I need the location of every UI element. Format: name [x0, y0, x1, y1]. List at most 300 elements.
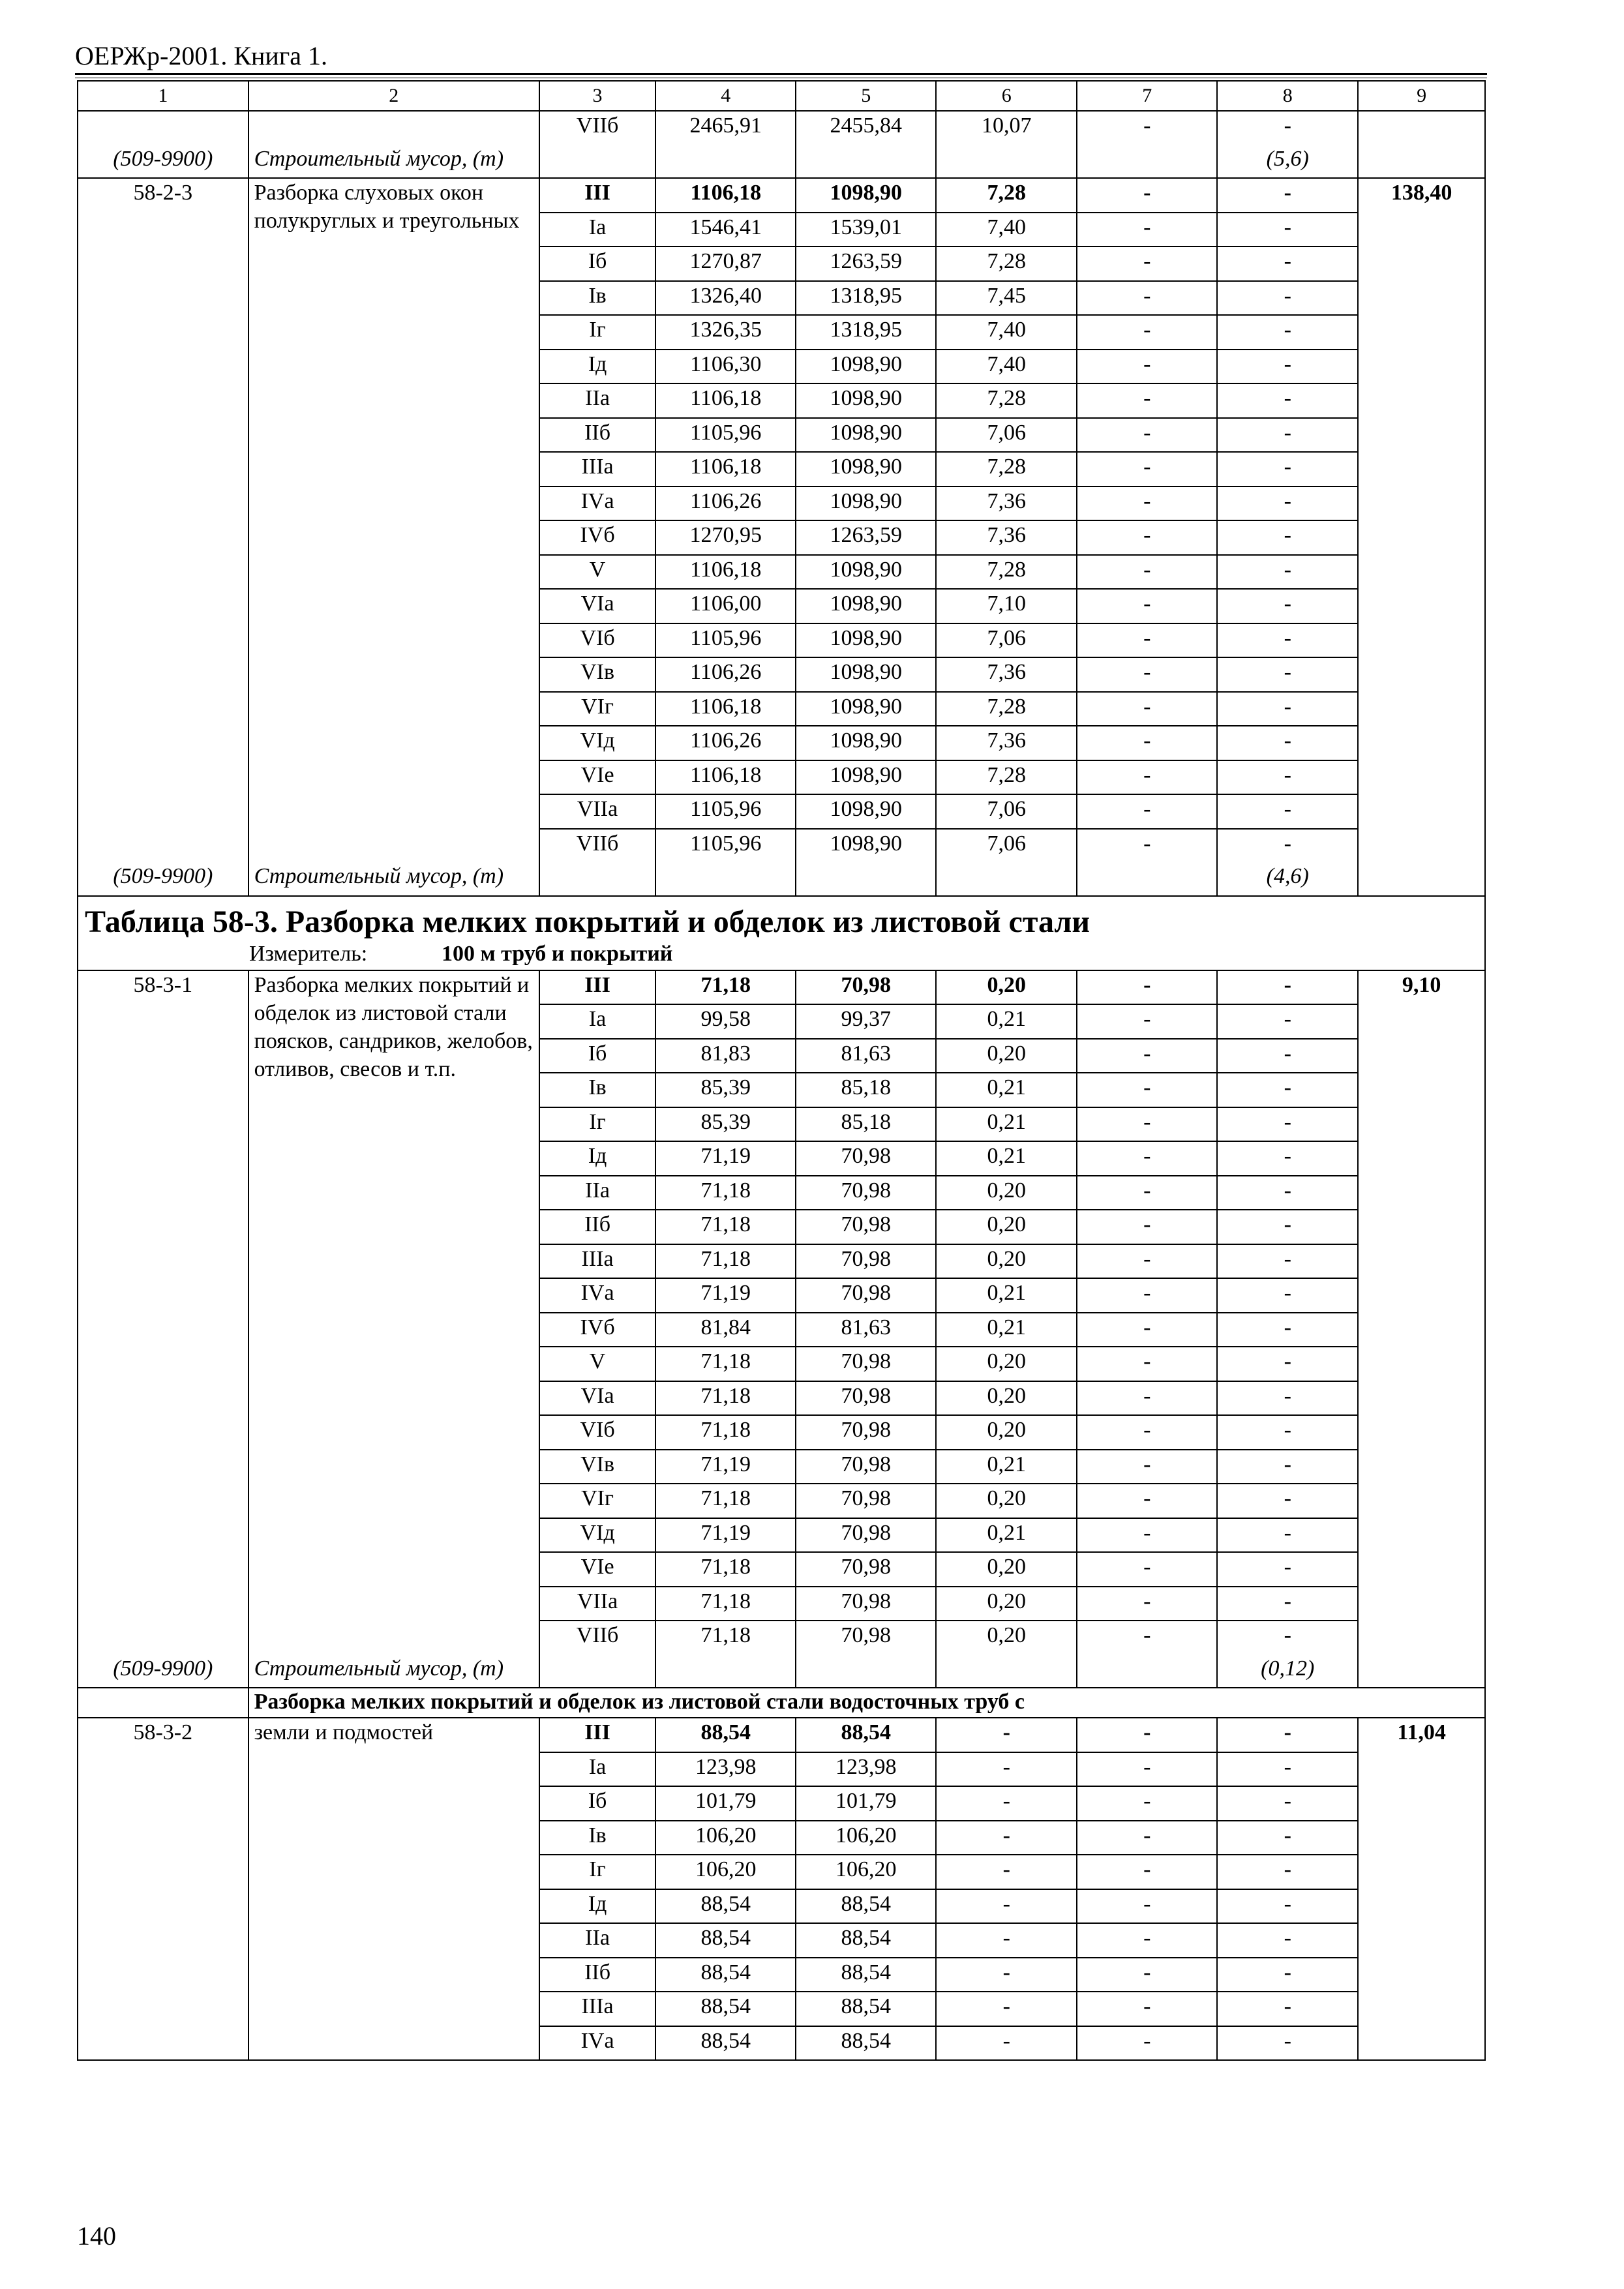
rate-cell: 1105,96	[655, 829, 796, 863]
rate-cell: -	[1077, 281, 1217, 316]
rate-cell: -	[1077, 1855, 1217, 1889]
rate-cell: -	[1077, 1415, 1217, 1450]
item-code: 58-2-3	[78, 178, 248, 862]
rate-cell: -	[1217, 1415, 1358, 1450]
rate-cell: 0,20	[936, 1484, 1077, 1518]
rate-cell: 70,98	[796, 1450, 936, 1484]
empty-cell	[1358, 1654, 1485, 1688]
subheading: Разборка мелких покрытий и обделок из листовой стали водосточных труб с	[248, 1688, 1485, 1718]
rate-cell: -	[1217, 760, 1358, 795]
rate-cell: 70,98	[796, 1210, 936, 1244]
subheading-row	[78, 1688, 1485, 1718]
rate-cell: 88,54	[796, 1718, 936, 1752]
rate-cell: VIд	[539, 1518, 655, 1553]
rate-cell: -	[1217, 1621, 1358, 1654]
rate-cell: -	[936, 2026, 1077, 2061]
rate-cell: -	[1077, 1347, 1217, 1381]
table-title: Таблица 58-3. Разборка мелких покрытий и обделок из листовой стали	[85, 904, 1090, 939]
rate-cell: V	[539, 1347, 655, 1381]
rate-cell: 1263,59	[796, 520, 936, 555]
rate-cell: Iб	[539, 1039, 655, 1073]
rate-cell: 101,79	[796, 1786, 936, 1821]
rate-cell: 10,07	[936, 111, 1077, 145]
rate-cell: -	[1217, 829, 1358, 863]
rate-cell: -	[1077, 970, 1217, 1005]
rate-cell: -	[1217, 350, 1358, 384]
rate-cell: 70,98	[796, 1176, 936, 1210]
rate-cell: -	[1217, 726, 1358, 760]
rate-cell: -	[1077, 623, 1217, 658]
rate-cell: 70,98	[796, 1415, 936, 1450]
rate-cell: 0,20	[936, 1415, 1077, 1450]
rate-cell: -	[1077, 383, 1217, 418]
rate-cell: 7,36	[936, 657, 1077, 692]
rate-cell: 71,18	[655, 1621, 796, 1654]
rate-cell: -	[1217, 1278, 1358, 1313]
rate-cell: 71,18	[655, 1587, 796, 1621]
rate-cell: 70,98	[796, 1141, 936, 1176]
rate-cell: 7,45	[936, 281, 1077, 316]
rate-cell: 1270,87	[655, 247, 796, 281]
rate-cell: 1106,18	[655, 383, 796, 418]
empty-cell	[655, 862, 796, 896]
rate-cell: 1098,90	[796, 452, 936, 486]
rate-cell: 123,98	[655, 1752, 796, 1787]
rate-cell: 70,98	[796, 1587, 936, 1621]
rate-cell: -	[1077, 2026, 1217, 2061]
table-title-cell	[78, 896, 1485, 970]
rate-cell: IVб	[539, 1313, 655, 1347]
rate-cell: 1098,90	[796, 794, 936, 829]
empty-cell	[1358, 145, 1485, 179]
rate-cell: -	[1077, 657, 1217, 692]
rate-cell: -	[1217, 692, 1358, 726]
rate-cell: -	[1217, 1855, 1358, 1889]
rate-cell: 85,18	[796, 1107, 936, 1142]
rate-cell: 1106,30	[655, 350, 796, 384]
rate-cell: 88,54	[655, 1923, 796, 1958]
rate-cell: 0,20	[936, 1176, 1077, 1210]
empty-cell	[655, 145, 796, 179]
rate-cell: 0,21	[936, 1278, 1077, 1313]
rate-cell: -	[1217, 178, 1358, 213]
rate-cell: 88,54	[655, 1718, 796, 1752]
rate-cell: 7,28	[936, 760, 1077, 795]
rate-cell: 88,54	[655, 1889, 796, 1924]
rate-cell: IIIа	[539, 452, 655, 486]
rate-cell: IIб	[539, 1958, 655, 1992]
column-number: 7	[1077, 81, 1217, 111]
item-total: 138,40	[1358, 178, 1485, 862]
rate-cell: 99,37	[796, 1004, 936, 1039]
rate-cell: IIб	[539, 1210, 655, 1244]
rate-cell: -	[936, 1958, 1077, 1992]
rate-cell: 106,20	[796, 1821, 936, 1855]
rate-cell: VIе	[539, 1552, 655, 1587]
rate-cell: III	[539, 178, 655, 213]
rate-cell: -	[1077, 1484, 1217, 1518]
debris-name: Строительный мусор, (т)	[248, 1654, 539, 1688]
rate-cell: Iа	[539, 213, 655, 247]
rate-cell: 88,54	[655, 2026, 796, 2061]
measure-line	[85, 941, 1478, 967]
rate-cell: III	[539, 1718, 655, 1752]
rate-cell: 70,98	[796, 1347, 936, 1381]
rate-cell: -	[1217, 247, 1358, 281]
rate-cell: 1326,40	[655, 281, 796, 316]
rate-cell: -	[1217, 1992, 1358, 2026]
rate-cell: 7,06	[936, 794, 1077, 829]
rate-cell: -	[1077, 1889, 1217, 1924]
empty-cell	[78, 111, 248, 145]
rate-cell: -	[1217, 1752, 1358, 1787]
rate-cell: 7,36	[936, 726, 1077, 760]
rate-cell: 1318,95	[796, 281, 936, 316]
rate-cell: IIа	[539, 1176, 655, 1210]
rate-cell: -	[1077, 1518, 1217, 1553]
rate-cell: -	[1217, 555, 1358, 590]
rate-cell: -	[1077, 1107, 1217, 1142]
empty-cell	[539, 1654, 655, 1688]
rate-cell: 7,40	[936, 350, 1077, 384]
rate-cell: 1098,90	[796, 657, 936, 692]
rate-cell: 71,19	[655, 1278, 796, 1313]
rate-cell: -	[1217, 520, 1358, 555]
rate-cell: -	[1077, 1587, 1217, 1621]
rate-cell: 1106,18	[655, 692, 796, 726]
rate-cell: -	[1077, 1450, 1217, 1484]
rate-cell: -	[1077, 726, 1217, 760]
rate-cell: -	[1217, 486, 1358, 521]
rate-cell: 70,98	[796, 1518, 936, 1553]
rate-cell: -	[1077, 1718, 1217, 1752]
rate-cell: 0,20	[936, 1039, 1077, 1073]
rate-cell: 106,20	[796, 1855, 936, 1889]
table-row	[78, 970, 1485, 1005]
rate-cell: -	[1217, 1484, 1358, 1518]
rate-cell: -	[1217, 111, 1358, 145]
rate-cell: 85,39	[655, 1107, 796, 1142]
rate-cell: III	[539, 970, 655, 1005]
empty-cell	[796, 145, 936, 179]
rate-cell: 71,18	[655, 1244, 796, 1279]
column-number: 1	[78, 81, 248, 111]
rate-cell: 71,19	[655, 1450, 796, 1484]
rate-cell: -	[1217, 589, 1358, 623]
rate-cell: -	[1077, 1073, 1217, 1107]
rate-cell: 1098,90	[796, 486, 936, 521]
measure-value: 100 м труб и покрытий	[442, 941, 673, 966]
empty-cell	[936, 145, 1077, 179]
rate-cell: -	[1217, 1552, 1358, 1587]
rate-cell: 88,54	[796, 1923, 936, 1958]
rate-cell: 0,21	[936, 1107, 1077, 1142]
rate-cell: 0,20	[936, 970, 1077, 1005]
rate-cell: VIб	[539, 1415, 655, 1450]
rate-cell: -	[1077, 1552, 1217, 1587]
rate-cell: 123,98	[796, 1752, 936, 1787]
rate-cell: 7,28	[936, 452, 1077, 486]
page-number: 140	[77, 2221, 116, 2251]
rate-cell: 1318,95	[796, 315, 936, 350]
rate-cell: IIIа	[539, 1244, 655, 1279]
rate-cell: 1546,41	[655, 213, 796, 247]
rate-cell: 1098,90	[796, 726, 936, 760]
rate-cell: -	[1217, 1587, 1358, 1621]
rate-cell: 1098,90	[796, 692, 936, 726]
rate-cell: -	[1077, 692, 1217, 726]
rate-cell: 70,98	[796, 1244, 936, 1279]
debris-name: Строительный мусор, (т)	[248, 145, 539, 179]
rate-cell: VIIб	[539, 111, 655, 145]
rate-cell: -	[1217, 794, 1358, 829]
rate-cell: 88,54	[796, 1889, 936, 1924]
rate-cell: -	[1077, 452, 1217, 486]
rate-cell: 85,18	[796, 1073, 936, 1107]
rate-cell: VIа	[539, 589, 655, 623]
rate-cell: Iв	[539, 281, 655, 316]
empty-cell	[248, 111, 539, 145]
rate-cell: 0,21	[936, 1518, 1077, 1553]
rate-cell: 1263,59	[796, 247, 936, 281]
rate-cell: 0,20	[936, 1587, 1077, 1621]
rate-cell: 71,18	[655, 1381, 796, 1416]
debris-row	[78, 145, 1485, 179]
rate-cell: VIа	[539, 1381, 655, 1416]
rate-cell: -	[1077, 555, 1217, 590]
document-header: ОЕРЖр-2001. Книга 1.	[75, 41, 327, 70]
rate-cell: 70,98	[796, 1621, 936, 1654]
rate-cell: 0,20	[936, 1552, 1077, 1587]
rate-cell: 1105,96	[655, 418, 796, 453]
rate-cell: 106,20	[655, 1855, 796, 1889]
rate-cell: -	[1217, 1718, 1358, 1752]
rate-cell: 88,54	[796, 1958, 936, 1992]
empty-cell	[78, 1688, 248, 1718]
item-description: земли и подмостей	[248, 1718, 539, 2060]
debris-value: (5,6)	[1217, 145, 1358, 179]
rate-cell: 81,83	[655, 1039, 796, 1073]
rate-cell: VIIб	[539, 1621, 655, 1654]
rate-cell: 2465,91	[655, 111, 796, 145]
rate-cell: -	[1077, 1786, 1217, 1821]
rate-cell: 71,18	[655, 1484, 796, 1518]
rate-cell: 1539,01	[796, 213, 936, 247]
rate-cell: 7,06	[936, 623, 1077, 658]
rate-cell: IVа	[539, 1278, 655, 1313]
rate-cell: 71,18	[655, 1176, 796, 1210]
empty-cell	[1358, 862, 1485, 896]
rate-cell: -	[936, 1718, 1077, 1752]
empty-cell	[539, 862, 655, 896]
rate-cell: -	[1217, 1107, 1358, 1142]
debris-name: Строительный мусор, (т)	[248, 862, 539, 896]
rate-cell: IIIа	[539, 1992, 655, 2026]
rate-cell: -	[1077, 1958, 1217, 1992]
rate-cell: VIIа	[539, 1587, 655, 1621]
debris-row	[78, 1654, 1485, 1688]
rate-cell: Iб	[539, 1786, 655, 1821]
debris-value: (4,6)	[1217, 862, 1358, 896]
rate-cell: -	[1217, 1889, 1358, 1924]
rate-cell: Iг	[539, 1107, 655, 1142]
rate-cell: -	[1217, 1786, 1358, 1821]
rate-cell: -	[1217, 623, 1358, 658]
debris-row	[78, 862, 1485, 896]
header-rule	[75, 73, 1487, 75]
rate-cell: 0,20	[936, 1621, 1077, 1654]
column-number: 9	[1358, 81, 1485, 111]
rate-cell: 0,21	[936, 1141, 1077, 1176]
rate-cell: 1106,18	[655, 178, 796, 213]
rate-cell: -	[1217, 1004, 1358, 1039]
rate-cell: VIг	[539, 692, 655, 726]
rate-cell: -	[1077, 1621, 1217, 1654]
rate-cell: -	[1077, 760, 1217, 795]
measure-label: Измеритель:	[249, 941, 368, 966]
rate-cell: VIв	[539, 1450, 655, 1484]
empty-cell	[796, 1654, 936, 1688]
rate-cell: Iа	[539, 1004, 655, 1039]
rate-cell: 7,28	[936, 555, 1077, 590]
rate-cell: 99,58	[655, 1004, 796, 1039]
rate-cell: VIг	[539, 1484, 655, 1518]
table-title-row	[78, 896, 1485, 970]
rate-cell: 7,10	[936, 589, 1077, 623]
rate-cell: -	[1217, 1518, 1358, 1553]
rate-cell: -	[1077, 1923, 1217, 1958]
rate-cell: -	[1077, 315, 1217, 350]
rate-cell: IVа	[539, 486, 655, 521]
rate-cell: IIа	[539, 1923, 655, 1958]
rate-cell: 88,54	[796, 1992, 936, 2026]
empty-cell	[796, 862, 936, 896]
rate-cell: 1098,90	[796, 760, 936, 795]
rate-cell: 1105,96	[655, 623, 796, 658]
item-description: Разборка мелких покрытий и обделок из листовой стали поясков, сандриков, желобов, отливов, свесов и т.п.	[248, 970, 539, 1654]
rate-cell: 0,21	[936, 1073, 1077, 1107]
rate-cell: -	[1077, 520, 1217, 555]
rate-cell: 7,40	[936, 315, 1077, 350]
column-number: 4	[655, 81, 796, 111]
column-number: 5	[796, 81, 936, 111]
rate-cell: VIв	[539, 657, 655, 692]
rate-cell: -	[1077, 1210, 1217, 1244]
rate-cell: -	[1077, 486, 1217, 521]
rate-cell: -	[1217, 213, 1358, 247]
rate-cell: -	[1077, 178, 1217, 213]
rate-cell: -	[1077, 1381, 1217, 1416]
rate-cell: -	[1217, 1958, 1358, 1992]
rate-cell: 1098,90	[796, 383, 936, 418]
debris-code: (509-9900)	[78, 1654, 248, 1688]
rate-cell: -	[1077, 1004, 1217, 1039]
rate-cell: -	[1077, 247, 1217, 281]
rate-cell: 71,18	[655, 1210, 796, 1244]
rate-cell: -	[1077, 213, 1217, 247]
rate-cell: -	[1077, 1821, 1217, 1855]
rate-cell: 71,19	[655, 1518, 796, 1553]
debris-value: (0,12)	[1217, 1654, 1358, 1688]
table-row	[78, 1718, 1485, 1752]
rate-cell: -	[1217, 1450, 1358, 1484]
empty-cell	[936, 862, 1077, 896]
rate-cell: -	[1077, 1141, 1217, 1176]
rate-cell: 0,20	[936, 1381, 1077, 1416]
rate-cell: 7,06	[936, 829, 1077, 863]
empty-cell	[655, 1654, 796, 1688]
rate-cell: 1098,90	[796, 418, 936, 453]
rate-cell: -	[1217, 1073, 1358, 1107]
rate-cell: 71,18	[655, 1347, 796, 1381]
rate-cell: 1106,26	[655, 486, 796, 521]
rate-cell: 70,98	[796, 1381, 936, 1416]
rate-cell: 1098,90	[796, 589, 936, 623]
rate-cell: -	[1217, 1244, 1358, 1279]
rates-table	[77, 80, 1486, 2061]
rate-cell: -	[1217, 452, 1358, 486]
rate-cell: 1106,18	[655, 555, 796, 590]
rate-cell: 88,54	[796, 2026, 936, 2061]
rate-cell: -	[1217, 1923, 1358, 1958]
rate-cell: -	[936, 1923, 1077, 1958]
column-number-row	[78, 81, 1485, 111]
rate-cell: 7,36	[936, 520, 1077, 555]
column-number: 3	[539, 81, 655, 111]
rate-cell: 85,39	[655, 1073, 796, 1107]
rate-cell: Iд	[539, 1141, 655, 1176]
rate-cell: -	[1077, 1992, 1217, 2026]
empty-cell	[1077, 862, 1217, 896]
rate-cell: 0,21	[936, 1450, 1077, 1484]
rate-cell: -	[1077, 1313, 1217, 1347]
rate-cell: -	[936, 1752, 1077, 1787]
rate-cell: Iв	[539, 1821, 655, 1855]
debris-code: (509-9900)	[78, 862, 248, 896]
rate-cell: VIIа	[539, 794, 655, 829]
rate-cell: 70,98	[796, 1484, 936, 1518]
rate-cell: V	[539, 555, 655, 590]
item-total: 11,04	[1358, 1718, 1485, 2060]
rate-cell: 7,36	[936, 486, 1077, 521]
rate-cell: Iд	[539, 350, 655, 384]
empty-cell	[539, 145, 655, 179]
column-number: 2	[248, 81, 539, 111]
empty-cell	[1358, 111, 1485, 145]
rate-cell: 71,18	[655, 1552, 796, 1587]
rate-cell: 70,98	[796, 1278, 936, 1313]
table-row	[78, 178, 1485, 213]
rate-cell: -	[1217, 315, 1358, 350]
rate-cell: -	[1217, 1347, 1358, 1381]
rate-cell: -	[1217, 1210, 1358, 1244]
rate-cell: 0,20	[936, 1347, 1077, 1381]
rate-cell: 1106,18	[655, 452, 796, 486]
rate-cell: 81,63	[796, 1313, 936, 1347]
rate-cell: 1106,26	[655, 726, 796, 760]
rate-cell: 106,20	[655, 1821, 796, 1855]
rate-cell: 7,28	[936, 383, 1077, 418]
rate-cell: -	[1077, 350, 1217, 384]
rate-cell: -	[1077, 1039, 1217, 1073]
rate-cell: 70,98	[796, 1552, 936, 1587]
rate-cell: -	[1217, 2026, 1358, 2061]
rate-cell: -	[1217, 1141, 1358, 1176]
rate-cell: Iа	[539, 1752, 655, 1787]
rate-cell: 71,19	[655, 1141, 796, 1176]
rate-cell: 1106,00	[655, 589, 796, 623]
rate-cell: 71,18	[655, 1415, 796, 1450]
